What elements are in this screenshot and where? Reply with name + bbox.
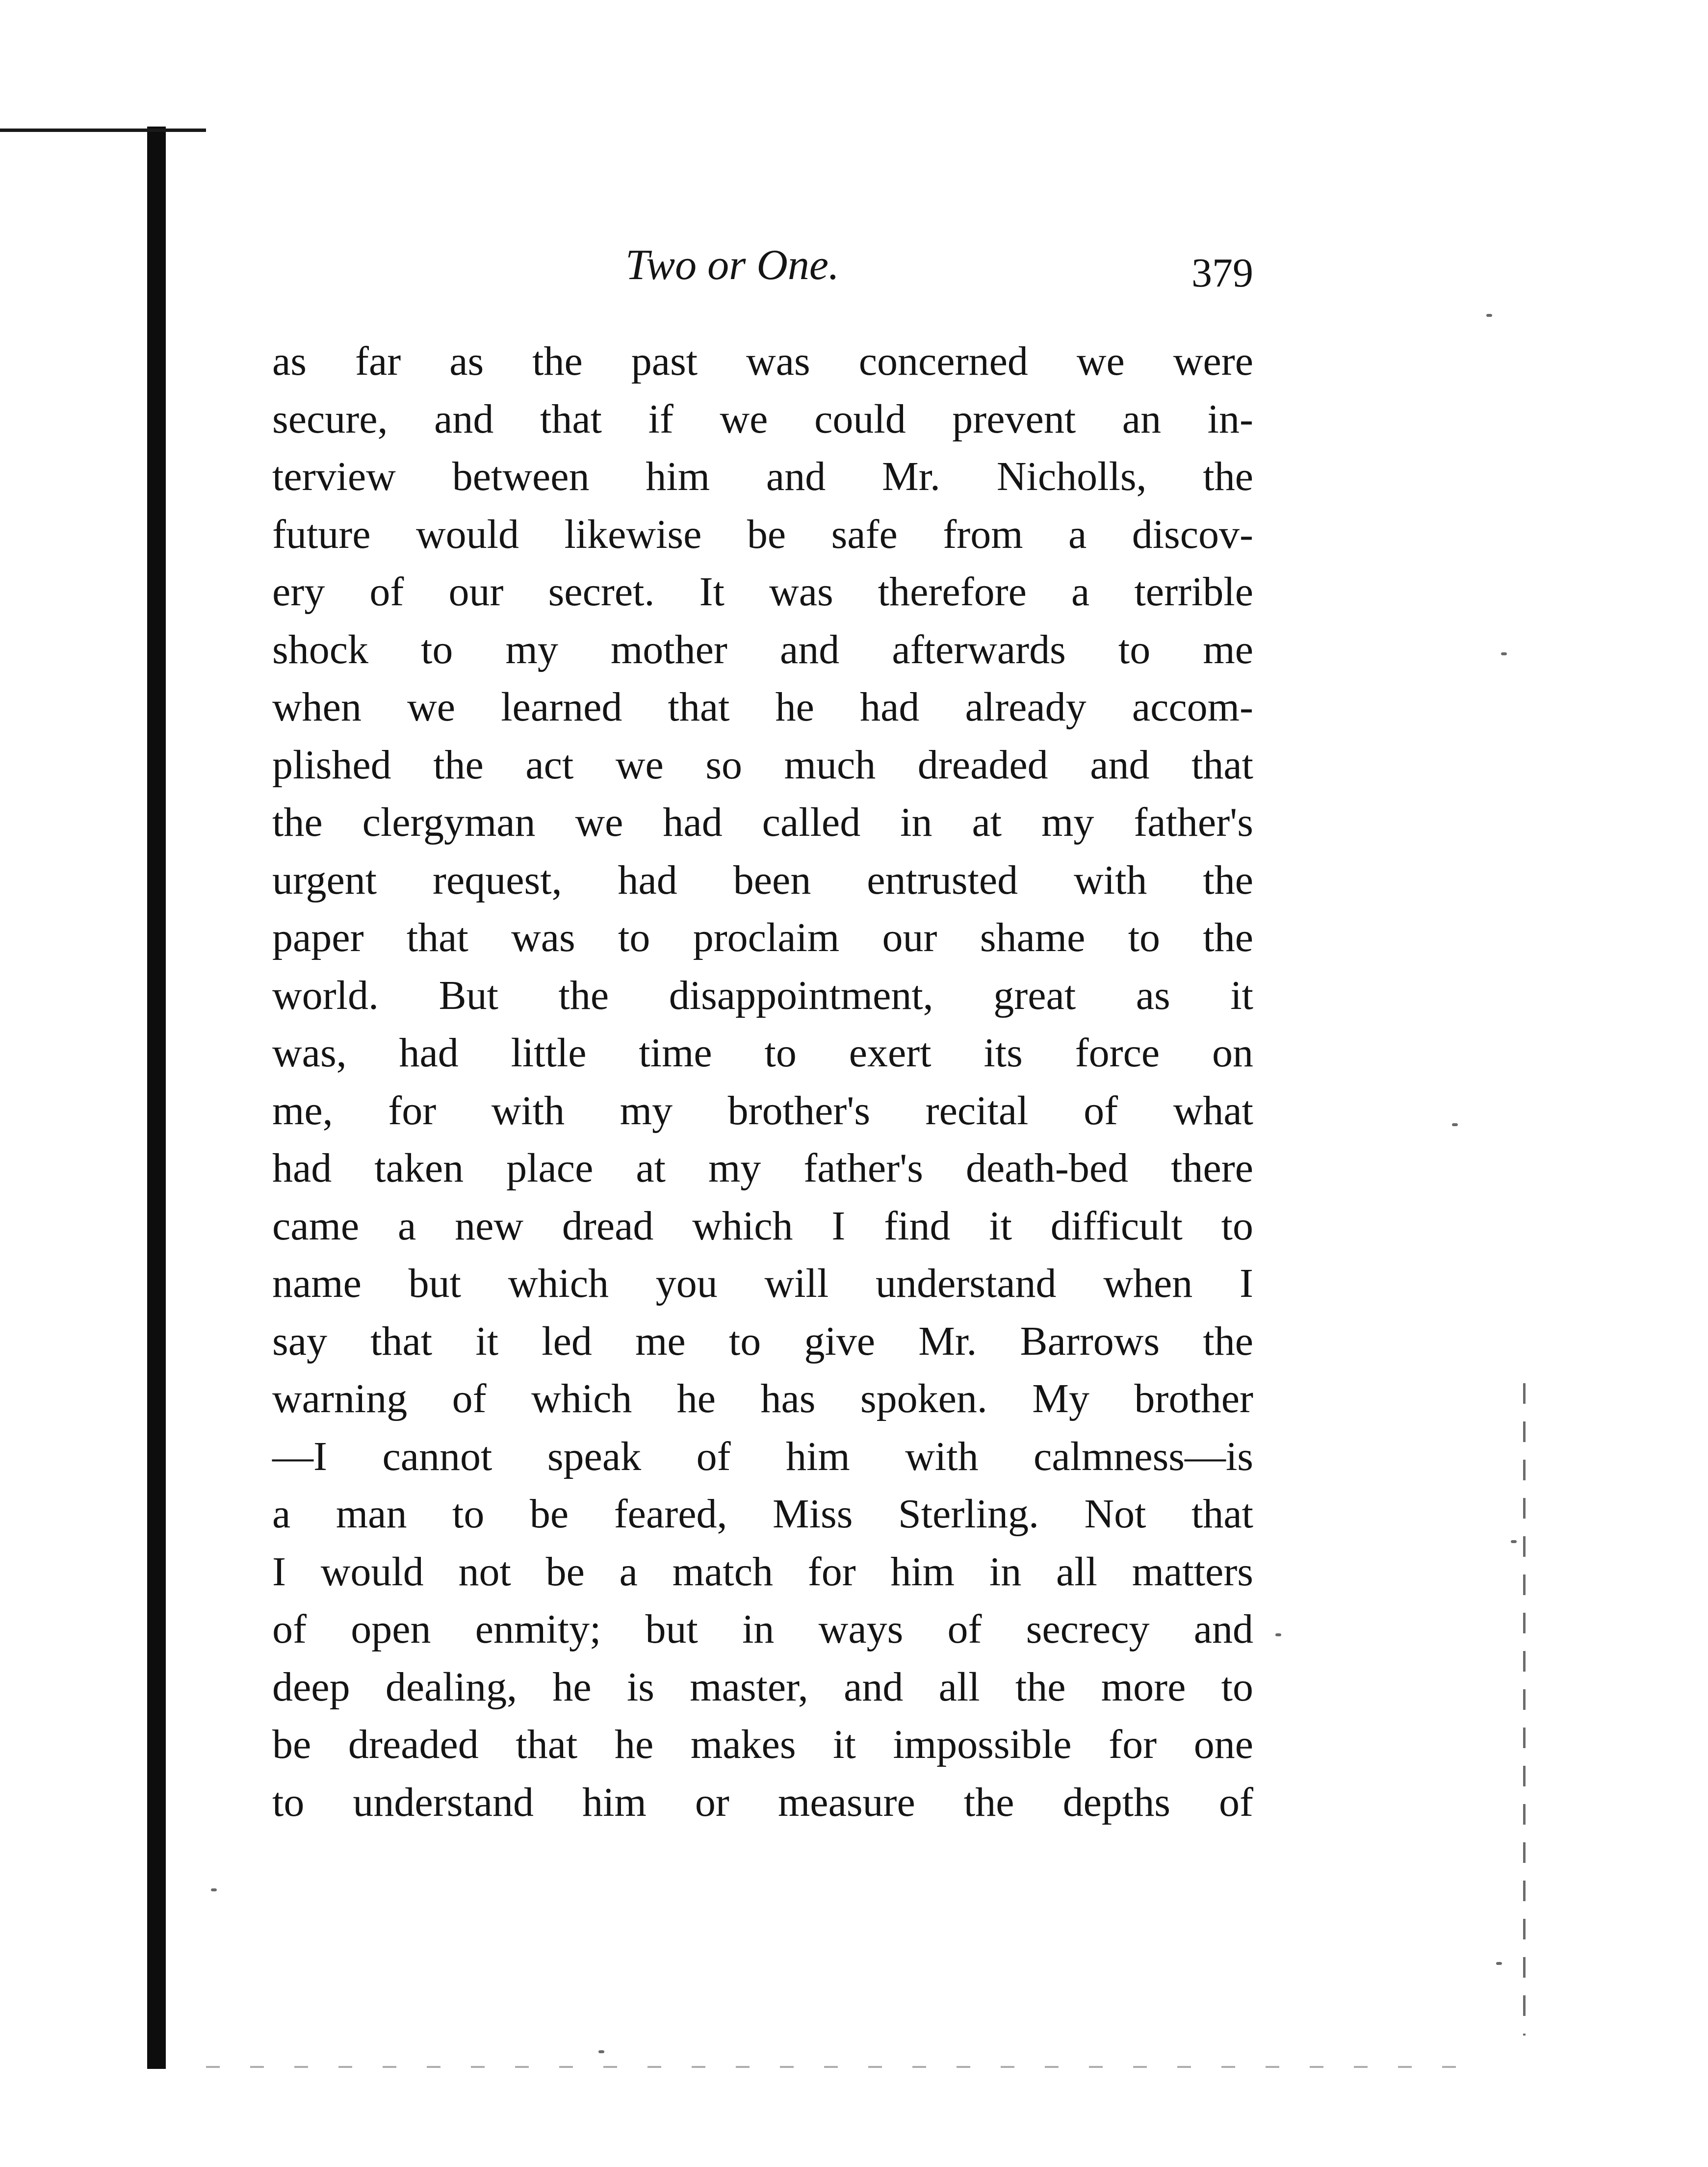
text-line: plished the act we so much dreaded and that — [272, 742, 1253, 788]
text-line: say that it led me to give Mr. Barrows the — [272, 1318, 1253, 1364]
text-line: I would not be a match for him in all matters — [272, 1548, 1253, 1595]
text-line: secure, and that if we could prevent an in- — [272, 396, 1253, 442]
bottom-page-edge — [206, 2066, 1481, 2068]
text-line: urgent request, had been entrusted with the — [272, 857, 1253, 903]
text-line: shock to my mother and afterwards to me — [272, 626, 1253, 672]
text-line: deep dealing, he is master, and all the more to — [272, 1664, 1253, 1710]
text-line: had taken place at my father's death-bed there — [272, 1145, 1253, 1191]
text-line: came a new dread which I find it difficult to — [272, 1203, 1253, 1249]
text-line: be dreaded that he makes it impossible for one — [272, 1722, 1253, 1767]
scan-speck — [1501, 652, 1507, 655]
text-line: when we learned that he had already accom- — [272, 684, 1253, 730]
text-line: name but which you will understand when I — [272, 1261, 1253, 1306]
body-text — [272, 333, 1253, 1831]
running-head — [272, 231, 1253, 309]
text-line: future would likewise be safe from a discov- — [272, 511, 1253, 557]
page-edge-rule — [0, 129, 206, 132]
text-line: to understand him or measure the depths of — [272, 1779, 1253, 1825]
text-line: —I cannot speak of him with calmness—is — [272, 1433, 1253, 1479]
text-line: ery of our secret. It was therefore a terrible — [272, 569, 1253, 615]
text-line: warning of which he has spoken. My brother — [272, 1376, 1253, 1421]
text-line: paper that was to proclaim our shame to the — [272, 915, 1253, 960]
text-line: the clergyman we had called in at my father's — [272, 800, 1253, 845]
scan-speck — [1511, 1540, 1517, 1543]
text-line: terview between him and Mr. Nicholls, the — [272, 454, 1253, 499]
scan-speck — [598, 2050, 604, 2053]
text-line: was, had little time to exert its force on — [272, 1030, 1253, 1076]
text-line: of open enmity; but in ways of secrecy and — [272, 1606, 1253, 1652]
scan-speck — [1452, 1123, 1458, 1126]
binding-edge — [147, 127, 166, 2069]
scan-speck — [1486, 314, 1492, 317]
text-line: as far as the past was concerned we were — [272, 338, 1253, 384]
right-page-edge — [1523, 1383, 1526, 2036]
scan-speck — [1496, 1962, 1502, 1965]
scan-speck — [1275, 1633, 1281, 1636]
text-line: a man to be feared, Miss Sterling. Not that — [272, 1491, 1253, 1537]
page-number: 379 — [1191, 250, 1253, 296]
text-line: world. But the disappointment, great as it — [272, 972, 1253, 1018]
running-title: Two or One. — [625, 241, 839, 289]
text-line: me, for with my brother's recital of what — [272, 1087, 1253, 1134]
scan-speck — [211, 1888, 217, 1891]
